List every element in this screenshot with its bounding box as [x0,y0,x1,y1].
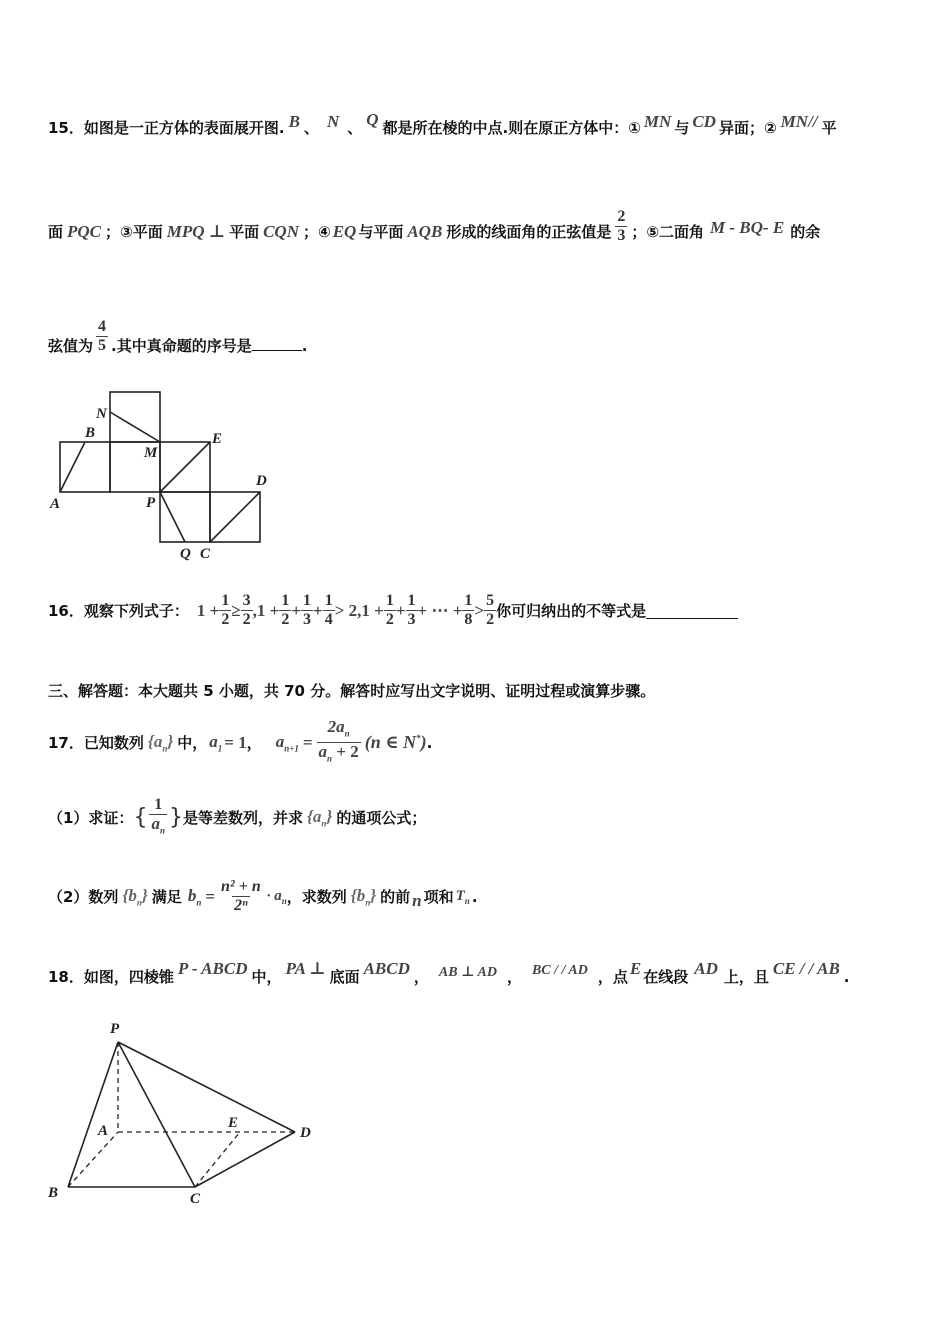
label-C: C [190,1191,201,1207]
edge-PD [118,1042,295,1132]
q17-text: 的前 [380,888,411,906]
frac-den: $a_n$ [149,814,167,839]
frac-den: 8 [464,611,473,628]
right-brace: } [168,805,183,831]
q17-text: 是等差数列，并求 [182,809,303,828]
math-CQN: CQN [263,222,299,241]
q18-text: ， [413,968,429,986]
q17-text: ， [246,734,262,753]
frac-num: 5 [486,592,495,609]
frac-den: $a_n + 2$ [317,742,361,767]
q17-number: 17． [48,734,84,753]
q15-text: . [301,337,308,355]
frac-num: 3 [242,592,251,609]
net-square-bottom-mid [160,492,210,542]
frac-den: 2 [486,611,495,628]
q17-text: 的通项公式； [336,809,427,828]
label-N: N [96,406,107,422]
math-AQB: AQB [407,222,443,241]
question-17 [48,718,432,768]
pyramid-figure [40,1015,330,1210]
frac-num: 4 [98,318,107,335]
frac-den: 2 [281,611,290,628]
q17-text: ，求数列 [286,888,347,906]
label-P: P [146,495,156,511]
label-E: E [212,431,223,447]
q16-text: 观察下列式子： [83,602,189,620]
q15-text: 如图是一正方体的表面展开图. [83,119,285,137]
left-brace: { [133,805,148,831]
label-E: E [228,1115,239,1131]
math-E: E [629,959,642,978]
q18-text: 中， [251,968,282,986]
fraction-two-thirds [615,208,627,245]
frac-den: 2 [242,611,251,628]
frac-den: 2 [385,611,394,628]
fraction [241,592,253,629]
q15-text: .其中真命题的序号是 [111,337,252,355]
segment-PQ [160,492,185,542]
expr: + [395,600,406,620]
label-D: D [300,1125,311,1141]
expr: ≥ [231,600,241,620]
math-EQ: EQ [332,222,357,241]
q15-number: 15． [48,119,84,137]
math-CE-parallel-AB: CE / / AB [772,959,840,978]
fraction [406,592,418,629]
segment-CD [210,492,260,542]
math-P-ABCD: P - ABCD [177,959,248,978]
frac-num: $2a_n$ [327,717,350,739]
math-PQC: PQC [67,222,102,241]
math-CD: CD [692,112,716,131]
q18-text: 如图，四棱锥 [83,968,174,986]
edge-PB [68,1042,118,1187]
math-Q: Q [366,110,379,129]
expr: + ⋯ + [417,600,463,620]
recurrence-fraction [317,718,361,768]
fraction [384,592,396,629]
seq-b-n: $\{b_n\}$ [350,885,377,908]
answer-blank[interactable] [646,602,738,619]
math-MN: MN [643,112,672,131]
question-18 [48,959,850,987]
q16-number: 16． [48,602,84,620]
math-eq: = [205,886,216,906]
label-A: A [50,496,61,512]
frac-num: n² + n [221,878,261,895]
q17-part1 [48,796,426,839]
math-a1: $a_1$ [209,732,223,754]
fraction-four-fifths [96,318,108,355]
label-C: C [200,546,211,562]
math-BC-parallel-AD: BC / / AD [531,963,588,978]
q18-text: . [843,968,850,986]
math-an1: $a_{n+1}$ [275,732,299,754]
q15-text: 形成的线面角的正弦值是 [446,223,612,241]
fraction [279,592,291,629]
expr: ,1 + [252,600,280,620]
question-16 [48,592,738,629]
label-B: B [85,425,96,441]
math-AD: AD [694,959,718,978]
expr: > 2,1 + [334,600,384,620]
math-AB-perp-AD: AB ⊥ AD [438,965,497,980]
q15-line1 [48,110,837,138]
segment-PE [160,442,210,492]
label-B: B [48,1185,59,1201]
label-D: D [256,473,267,489]
section-3-heading: 三、解答题：本大题共 5 小题，共 70 分。解答时应写出文字说明、证明过程或演算步骤。 [48,682,656,700]
q17-part2-label: （2）数列 [48,888,119,906]
frac-num: 1 [407,592,416,609]
q16-text: 你可归纳出的不等式是 [496,602,647,620]
frac-den: 5 [98,337,107,354]
frac-num: 1 [303,592,312,609]
frac-den: 2ⁿ [234,897,248,914]
math-n: n [412,890,422,910]
q18-text: ，点 [597,968,628,986]
edge-PC [118,1042,195,1187]
frac-den: 3 [617,227,626,244]
frac-num: 1 [281,592,290,609]
fraction [301,592,313,629]
expr: + [291,600,302,620]
q15-line3 [48,318,308,365]
bn-fraction [219,878,263,915]
q18-text: 在线段 [643,968,689,986]
math-bn: $b_n$ [187,885,202,908]
q15-text: 与 [674,119,690,137]
sep: 、 [303,119,319,137]
q17-part1-label: （1）求证： [48,809,134,828]
q18-text: 上，且 [723,968,769,986]
label-A: A [98,1123,109,1139]
math-eq: = [302,732,313,752]
q15-text: ；④ [303,223,331,241]
q15-text: ；③平面 [105,223,163,241]
label-Q: Q [180,546,191,562]
math-MN-parallel: MN// [780,112,818,131]
frac-num: 2 [617,208,626,225]
frac-num: 1 [324,592,333,609]
fraction [323,592,335,629]
math-MPQ-perp: MPQ ⊥ [166,222,226,241]
seq-a-n: $\{a_n\}$ [147,732,174,754]
frac-num: 1 [464,592,473,609]
math-PA-perp: PA ⊥ [285,959,326,978]
reciprocal-fraction [149,796,167,839]
fraction [219,592,231,629]
q15-text: 弦值为 [48,337,94,355]
label-M: M [144,445,158,461]
seq-a-n: $\{a_n\}$ [306,807,333,829]
math-eq-1: = 1 [224,732,247,752]
cube-net-figure [40,385,280,570]
fraction [484,592,496,629]
frac-den: 3 [303,611,312,628]
frac-num: 1 [221,592,230,609]
edge-AB [68,1132,118,1187]
q18-number: 18． [48,968,84,986]
q17-text: . [471,887,478,906]
q15-text: 平面 [229,223,260,241]
frac-den: 4 [324,611,333,628]
expr: + [313,600,323,620]
q15-text: 平 [821,119,837,137]
q17-part2 [48,878,478,915]
math-ABCD: ABCD [363,959,410,978]
fraction [462,592,474,629]
math-dot-an: · $a_n$ [266,887,287,906]
q17-text: 项和 [423,888,454,906]
label-P: P [110,1021,120,1037]
expr: 1 + [196,600,220,620]
math-condition: (n ∈ N*) [364,732,427,753]
q18-text: ， [506,968,522,986]
frac-num: 1 [154,796,163,813]
q15-text: 都是所在棱的中点.则在原正方体中：① [382,119,641,137]
edge-CD [195,1132,295,1187]
q15-text: 的余 [790,223,821,241]
expr: > [474,600,485,620]
frac-den: 3 [407,611,416,628]
q17-text: 满足 [151,888,182,906]
math-M-BQ-E: M - BQ- E [710,218,785,237]
net-square-left [60,442,110,492]
q17-text: . [426,733,433,752]
math-N: N [326,112,340,131]
q15-text: 面 [48,223,64,241]
q15-line2 [48,208,821,251]
segment-AB [60,442,85,492]
q18-text: 底面 [329,968,360,986]
segment-NM [110,412,160,442]
math-B: B [288,112,300,131]
q15-text: 与平面 [358,223,404,241]
frac-den: 2 [221,611,230,628]
seq-b-n: $\{b_n\}$ [122,885,148,908]
sep: 、 [347,119,363,137]
answer-blank[interactable] [252,350,302,351]
math-Tn: $T_n$ [455,887,470,906]
q17-text: 已知数列 [83,734,144,753]
q15-text: 异面；② [718,119,777,137]
frac-num: 1 [385,592,394,609]
edge-CE [195,1132,240,1187]
q15-text: ；⑤二面角 [631,223,705,241]
q17-text: 中， [177,734,208,753]
